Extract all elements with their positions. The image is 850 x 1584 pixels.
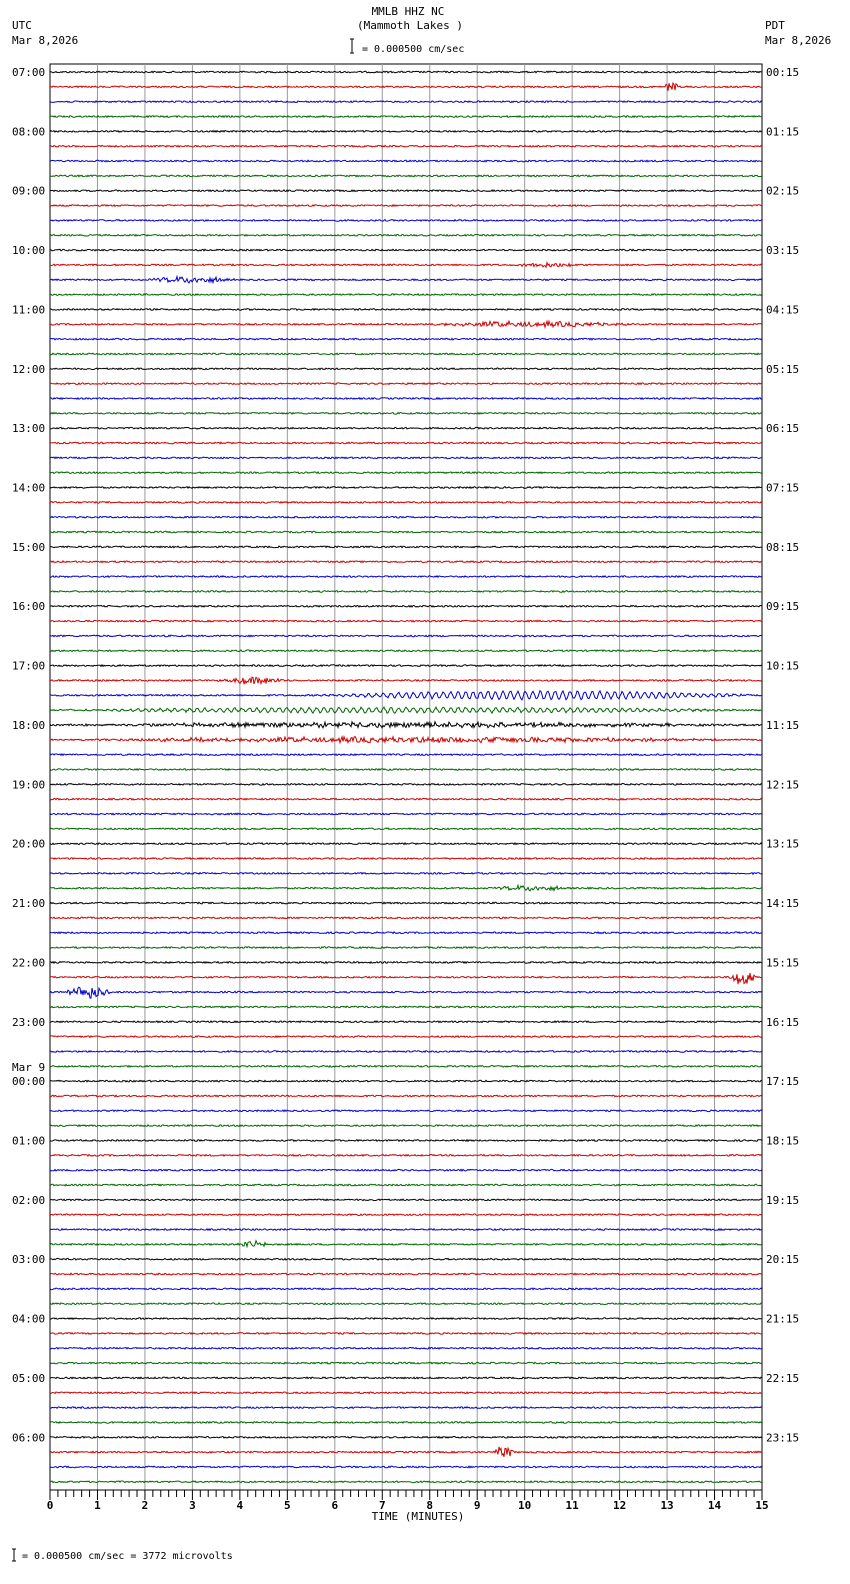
left-hour-label: 16:00 (12, 600, 46, 614)
left-hour-label: 02:00 (12, 1193, 46, 1207)
trace-24 (50, 427, 762, 429)
footer-scale-label: = 0.000500 cm/sec = 3772 microvolts (22, 1551, 233, 1562)
trace-20 (50, 368, 762, 370)
trace-62 (50, 987, 762, 998)
right-hour-label: 15:15 (766, 956, 800, 970)
trace-0 (50, 71, 762, 73)
trace-90 (50, 1407, 762, 1409)
trace-26 (50, 457, 762, 459)
trace-36 (50, 605, 762, 607)
trace-60 (50, 962, 762, 964)
trace-53 (50, 858, 762, 860)
trace-10 (50, 220, 762, 222)
trace-68 (50, 1080, 762, 1082)
x-tick-label: 10 (518, 1499, 532, 1512)
left-hour-label: 19:00 (12, 778, 46, 792)
left-hour-label: 13:00 (12, 422, 46, 436)
trace-82 (50, 1288, 762, 1290)
trace-86 (50, 1347, 762, 1349)
trace-52 (50, 843, 762, 845)
plot-frame (50, 64, 762, 1490)
right-hour-label: 08:15 (766, 540, 800, 554)
trace-81 (50, 1273, 762, 1275)
trace-54 (50, 873, 762, 875)
trace-17 (50, 321, 762, 327)
right-hour-label: 10:15 (766, 659, 800, 673)
trace-28 (50, 487, 762, 489)
x-tick-label: 14 (707, 1499, 722, 1512)
x-tick-label: 0 (46, 1499, 54, 1512)
trace-40 (50, 665, 762, 667)
left-hour-label: 06:00 (12, 1431, 46, 1445)
trace-69 (50, 1095, 762, 1097)
trace-75 (50, 1184, 762, 1186)
trace-15 (50, 294, 762, 296)
trace-66 (50, 1051, 762, 1053)
left-hour-label: 05:00 (12, 1371, 46, 1385)
x-tick-label: 12 (612, 1499, 627, 1512)
left-hour-label: 21:00 (12, 897, 46, 911)
trace-59 (50, 947, 762, 949)
left-hour-label: 09:00 (12, 184, 46, 198)
trace-46 (50, 754, 762, 756)
trace-4 (50, 131, 762, 133)
right-hour-label: 09:15 (766, 600, 800, 614)
left-hour-label: 23:00 (12, 1015, 46, 1029)
left-hour-label: 00:00 (12, 1075, 46, 1089)
trace-84 (50, 1318, 762, 1320)
right-hour-label: 16:15 (766, 1015, 800, 1029)
left-hour-label: 04:00 (12, 1312, 46, 1326)
left-hour-label: 01:00 (12, 1134, 46, 1148)
left-hour-label: 12:00 (12, 362, 46, 376)
trace-39 (50, 650, 762, 652)
x-tick-label: 11 (565, 1499, 579, 1512)
right-hour-label: 22:15 (766, 1371, 800, 1385)
right-timezone: PDT (765, 19, 785, 32)
trace-76 (50, 1199, 762, 1201)
trace-51 (50, 828, 762, 830)
right-hour-label: 01:15 (766, 125, 800, 139)
x-tick-label: 6 (331, 1499, 339, 1512)
right-hour-label: 03:15 (766, 244, 800, 258)
trace-57 (50, 917, 762, 919)
trace-91 (50, 1422, 762, 1424)
trace-14 (50, 277, 762, 283)
trace-87 (50, 1362, 762, 1364)
trace-44 (50, 722, 762, 728)
right-hour-label: 21:15 (766, 1312, 800, 1326)
trace-32 (50, 546, 762, 548)
trace-9 (50, 205, 762, 207)
trace-1 (50, 83, 762, 91)
trace-11 (50, 234, 762, 236)
trace-65 (50, 1036, 762, 1038)
date-change-label: Mar 9 (12, 1061, 46, 1075)
right-hour-label: 14:15 (766, 897, 800, 911)
right-hour-label: 04:15 (766, 303, 800, 317)
trace-13 (50, 263, 762, 268)
trace-45 (50, 737, 762, 743)
trace-77 (50, 1214, 762, 1216)
trace-50 (50, 813, 762, 815)
trace-89 (50, 1392, 762, 1394)
x-tick-label: 9 (473, 1499, 481, 1512)
left-hour-label: 15:00 (12, 540, 46, 554)
left-hour-label: 08:00 (12, 125, 46, 139)
x-tick-label: 13 (660, 1499, 674, 1512)
trace-5 (50, 145, 762, 147)
trace-49 (50, 798, 762, 800)
trace-12 (50, 249, 762, 251)
trace-83 (50, 1303, 762, 1305)
left-hour-label: 14:00 (12, 481, 46, 495)
trace-61 (50, 973, 762, 984)
trace-58 (50, 932, 762, 934)
left-hour-label: 20:00 (12, 837, 46, 851)
left-hour-label: 17:00 (12, 659, 46, 673)
trace-71 (50, 1125, 762, 1127)
right-hour-label: 02:15 (766, 184, 800, 198)
scale-bar-icon (350, 39, 354, 53)
trace-48 (50, 784, 762, 786)
right-hour-label: 12:15 (766, 778, 800, 792)
trace-23 (50, 413, 762, 415)
trace-6 (50, 160, 762, 162)
x-axis-label: TIME (MINUTES) (371, 1510, 465, 1523)
trace-18 (50, 338, 762, 340)
trace-92 (50, 1437, 762, 1439)
trace-85 (50, 1333, 762, 1335)
scale-label: = 0.000500 cm/sec (362, 44, 465, 55)
trace-41 (50, 677, 762, 684)
trace-16 (50, 309, 762, 311)
trace-27 (50, 472, 762, 474)
right-hour-label: 00:15 (766, 66, 800, 79)
plot-grid (50, 64, 762, 1490)
trace-64 (50, 1021, 762, 1023)
trace-88 (50, 1377, 762, 1379)
trace-78 (50, 1229, 762, 1231)
trace-95 (50, 1481, 762, 1483)
trace-70 (50, 1110, 762, 1112)
right-hour-label: 23:15 (766, 1431, 800, 1445)
trace-2 (50, 101, 762, 103)
trace-7 (50, 175, 762, 177)
trace-47 (50, 769, 762, 771)
right-hour-label: 17:15 (766, 1075, 800, 1089)
left-hour-label: 03:00 (12, 1253, 46, 1267)
trace-42 (50, 691, 762, 700)
trace-56 (50, 902, 762, 904)
right-hour-label: 11:15 (766, 718, 800, 732)
right-hour-label: 06:15 (766, 422, 800, 436)
x-tick-label: 1 (94, 1499, 101, 1512)
trace-35 (50, 591, 762, 593)
right-hour-label: 20:15 (766, 1253, 800, 1267)
right-hour-label: 13:15 (766, 837, 800, 851)
right-hour-label: 18:15 (766, 1134, 800, 1148)
trace-93 (50, 1447, 762, 1457)
trace-63 (50, 1006, 762, 1008)
trace-73 (50, 1155, 762, 1157)
x-tick-label: 8 (426, 1499, 434, 1512)
left-hour-label: 07:00 (12, 66, 46, 79)
trace-19 (50, 353, 762, 355)
traces (50, 71, 762, 1482)
trace-55 (50, 885, 762, 891)
trace-80 (50, 1258, 762, 1260)
right-hour-label: 19:15 (766, 1193, 800, 1207)
trace-34 (50, 576, 762, 578)
trace-29 (50, 502, 762, 504)
trace-33 (50, 561, 762, 563)
x-tick-label: 15 (755, 1499, 769, 1512)
right-hour-label: 07:15 (766, 481, 800, 495)
station-location: (Mammoth Lakes ) (357, 19, 463, 32)
footer-scale-bar-icon (12, 1549, 16, 1561)
trace-72 (50, 1140, 762, 1142)
trace-67 (50, 1066, 762, 1068)
left-hour-label: 10:00 (12, 244, 46, 258)
left-hour-label: 11:00 (12, 303, 46, 317)
trace-38 (50, 635, 762, 637)
trace-22 (50, 398, 762, 400)
right-hour-label: 05:15 (766, 362, 800, 376)
left-hour-label: 22:00 (12, 956, 46, 970)
trace-21 (50, 383, 762, 385)
trace-3 (50, 116, 762, 118)
station-title: MMLB HHZ NC (371, 5, 445, 18)
trace-8 (50, 190, 762, 192)
trace-37 (50, 620, 762, 622)
left-date: Mar 8,2026 (12, 34, 79, 47)
trace-31 (50, 531, 762, 533)
trace-30 (50, 516, 762, 518)
trace-25 (50, 442, 762, 444)
left-timezone: UTC (12, 19, 32, 32)
trace-43 (50, 707, 762, 713)
x-tick-label: 5 (284, 1499, 291, 1512)
x-tick-label: 7 (378, 1499, 386, 1512)
left-hour-label: 18:00 (12, 718, 46, 732)
x-tick-label: 2 (141, 1499, 149, 1512)
trace-74 (50, 1169, 762, 1171)
x-axis (47, 1490, 769, 1512)
trace-79 (50, 1241, 762, 1247)
right-date: Mar 8,2026 (765, 34, 832, 47)
trace-94 (50, 1466, 762, 1468)
x-tick-label: 3 (189, 1499, 196, 1512)
x-tick-label: 4 (236, 1499, 244, 1512)
